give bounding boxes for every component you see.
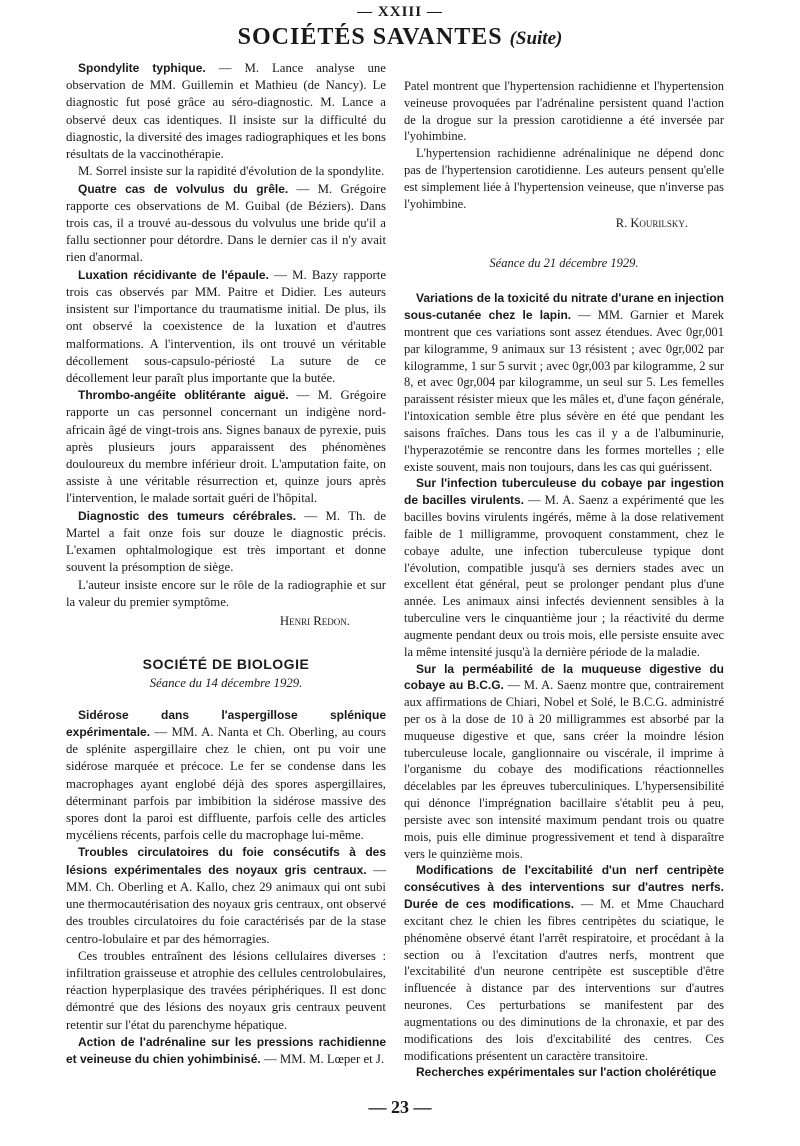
paragraph-text: — MM. A. Nanta et Ch. Oberling, au cours de splénite aspergillaire chez le chien, ont pu voir une sidérose marquée et précoce. Le fer se condense dans les macrophages ayant englobé déjà des spores aspergillaires, déterminant parfois par imbibition la sidérose massive des spores dont la paroi est diffluente, parfois celle des articles mycéliens récents, parfois celle du macrophage lui-même. <box>66 724 386 843</box>
paragraph-text: — M. Bazy rapporte trois cas observés par MM. Paitre et Didier. Les auteurs insistent sur l'importance du traumatisme initial. De plus, ils ont observé la coexistence de la luxation et d'autres malformations. A l'intervention, ils ont trouvé un véritable décollement sous-capsulo-périosté La suture de ce décollement leur paraît plus importante que la butée. <box>66 267 386 385</box>
paragraph <box>66 387 386 508</box>
paragraph-heading: Modifications de l'excitabilité d'un nerf centripète consécutives à des interventions sur d'autres nerfs. Durée de ces modifications. <box>404 863 724 912</box>
paragraph-heading: Spondylite typhique. <box>78 61 206 75</box>
page-title <box>0 24 800 51</box>
paragraph-heading: Sidérose dans l'aspergillose splénique expérimentale. <box>66 707 386 739</box>
paragraph <box>66 181 386 267</box>
paragraph: Patel montrent que l'hypertension rachidienne et l'hypertension veineuse provoquées par l'adrénaline persistent quand l'action de la drogue sur la pression carotidienne a été inversée par l'yohimbine. <box>404 79 724 144</box>
paragraph-text: — M. A. Saenz a expérimenté que les bacilles bovins virulents ingérés, même à la dose relativement faible de 1 milligramme, provoquent constamment, chez le cobaye adulte, une infection tuberculeuse typique dont l'évolution, compatible jusqu'à ses derniers stades avec un excellent état général, peut se prolonger pendant plus d'une année. Les animaux ainsi infectés deviennent sensibles à la tuberculine vers le cinquantième jour ; la réactivité du derme augmente pendant deux ou trois mois, elle persiste ensuite avec la même intensité jusqu'à la dernière période de la maladie. <box>404 493 724 659</box>
paragraph-heading: Troubles circulatoires du foie consécutifs à des lésions expérimentales des noyaux gris centraux. <box>66 845 386 877</box>
paragraph-heading: Variations de la toxicité du nitrate d'urane en injection sous-cutanée chez le lapin. <box>404 291 724 323</box>
signature: Henri Redon. <box>279 614 350 628</box>
paragraph <box>404 862 724 1064</box>
page-number: — 23 — <box>368 1097 432 1117</box>
signature: R. Kourilsky. <box>615 215 688 230</box>
title-suite: (Suite) <box>509 28 563 49</box>
paragraph-heading: Thrombo-angéite oblitérante aiguë. <box>78 388 289 403</box>
paragraph <box>404 661 724 863</box>
paragraph: L'auteur insiste encore sur le rôle de la radiographie et sur la valeur du premier symptôme. <box>66 577 386 609</box>
paragraph: M. Sorrel insiste sur la rapidité d'évolution de la spondylite. <box>78 164 385 179</box>
paragraph <box>66 844 386 947</box>
paragraph-heading: Luxation récidivante de l'épaule. <box>78 267 269 282</box>
left-column <box>66 60 386 1068</box>
paragraph-heading: Diagnostic des tumeurs cérébrales. <box>78 508 297 523</box>
paragraph <box>66 267 386 388</box>
session-date: Séance du 14 décembre 1929. <box>149 676 303 691</box>
paragraph <box>404 1064 724 1081</box>
paragraph-text: — M. Th. de Martel a fait onze fois sur douze le diagnostic précis. L'examen ophtalmologique est très important et donne souvent la présomption de siège. <box>66 508 387 575</box>
section-heading: SOCIÉTÉ DE BIOLOGIE <box>142 656 310 673</box>
paragraph-heading: Quatre cas de volvulus du grêle. <box>78 181 289 196</box>
folio: — XXIII — <box>357 4 443 20</box>
paragraph-text: — M. A. Saenz montre que, contrairement aux affirmations de Chiari, Nobel et Solé, le B.C.G. administré per os à la dose de 10 à 20 milligrammes est absorbé par la muqueuse digestive et que, sans créer la moindre lésion tuberculeuse locale, ganglionnaire ou viscérale, il imprime à l'organisme du cobaye des modifications réactionnelles décelables par les épreuves tuberculiniques. L'hypersensibilité qui dénonce l'imprégnation bacillaire s'établit peu à peu, persiste avec son intensité maximum pendant trois ou quatre mois, puis elle diminue progressivement et tend à disparaître vers le quinzième mois. <box>404 678 724 861</box>
right-column <box>404 78 724 1081</box>
title-text: SOCIÉTÉS SAVANTES <box>237 24 503 50</box>
paragraph-heading: Recherches expérimentales sur l'action cholérétique <box>416 1065 717 1080</box>
paragraph <box>66 707 386 845</box>
paragraph <box>66 1034 386 1068</box>
paragraph-text: — M. Lance analyse une observation de MM. Guillemin et Mathieu (de Nancy). Le diagnostic fut posé grâce au séro-diagnostic. M. Lance a observé deux cas identiques. Il insiste sur la difficulté du diagnostic, la diversité des images radiographiques et les bons résultats de la vaccinothérapie. <box>66 61 386 162</box>
paragraph <box>404 290 724 475</box>
paragraph-text: — M. Grégoire rapporte un cas personnel concernant un indigène nord-africain âgé de vingt-trois ans. Signes banaux de pyrexie, puis après plusieurs jours apparaissent des phénomènes douloureux du membre inférieur droit. L'amputation faite, on assiste à une véritable résurrection et, quinze jours après l'intervention, le malade sortait guéri de l'hôpital. <box>66 388 387 506</box>
paragraph-heading: Sur l'infection tuberculeuse du cobaye par ingestion de bacilles virulents. <box>404 476 724 508</box>
paragraph-text: — MM. M. Lœper et J. <box>260 1052 385 1067</box>
paragraph-text: — M. et Mme Chauchard excitant chez le chien les fibres centripètes du sciatique, le phénomène observé étant l'arrêt respiratoire, et procédant à la section ou à l'excitation d'autres nerfs, montrent que l'excitabilité d'un neurone centripète est susceptible d'être influencée à distance par des interventions sur d'autres neurones. Ces perturbations se manifestent par des augmentations ou des diminutions de la chronaxie, et par des modifications des lois d'excitabilité des centres. Ces modifications présentent un caractère transitoire. <box>404 897 724 1063</box>
paragraph: L'hypertension rachidienne adrénalinique ne dépend donc pas de l'hypertension carotidienne. Les auteurs pensent qu'elle est simplement liée à l'hypertension veineuse, que n'inverse pas l'yohimbine. <box>404 146 724 211</box>
session-date: Séance du 21 décembre 1929. <box>489 256 639 271</box>
paragraph <box>404 475 724 660</box>
paragraph-text: — M. Grégoire rapporte ces observations de M. Guibal (de Béziers). Dans trois cas, il a trouvé au-dessous du volvulus une bride qu'il a fallu sectionner pour détordre. Dans le dernier cas il n'y avait rien d'anormal. <box>66 181 387 265</box>
paragraph-heading: Action de l'adrénaline sur les pressions rachidienne et veineuse du chien yohimbinisé. <box>66 1034 386 1067</box>
paragraph-text: — MM. Garnier et Marek montrent que ces variations sont assez étendues. Avec 0gr,001 par kilogramme, 9 animaux sur 13 résistent ; avec 0gr,002 par kilogramme, 1 sur 5 survit ; avec 0gr,003 par kilogramme, 2 sur 8, et avec 0gr,004 par kilogramme, un seul sur 5. Les femelles paraissent résister mieux que les mâles et, d'une façon générale, l'intoxication semble être plus sévère en été que pendant les saisons fraîches. Dans tous les cas il y a de l'albuminurie, l'hyperazotémie se rencontre dans les formes mortelles ; elle existe souvent, mais non toujours, dans les cas qui guérissent. <box>404 308 724 474</box>
paragraph <box>66 60 386 163</box>
paragraph <box>66 508 386 577</box>
paragraph-text: — MM. Ch. Oberling et A. Kallo, chez 29 animaux qui ont subi une thermocautérisation des noyaux gris centraux, ont observé des troubles circulatoires du foie caractérisés par de la stase centro-lobulaire et par des hémorragies. <box>66 862 386 946</box>
paragraph: Ces troubles entraînent des lésions cellulaires diverses : infiltration graisseuse et atrophie des cellules centrolobulaires, réaction hyperplasique des travées périphériques. Il est donc démontré que des lésions des noyaux gris centraux peuvent retentir sur l'état du parenchyme hépatique. <box>66 948 386 1032</box>
paragraph-heading: Sur la perméabilité de la muqueuse digestive du cobaye au B.C.G. <box>404 661 724 693</box>
